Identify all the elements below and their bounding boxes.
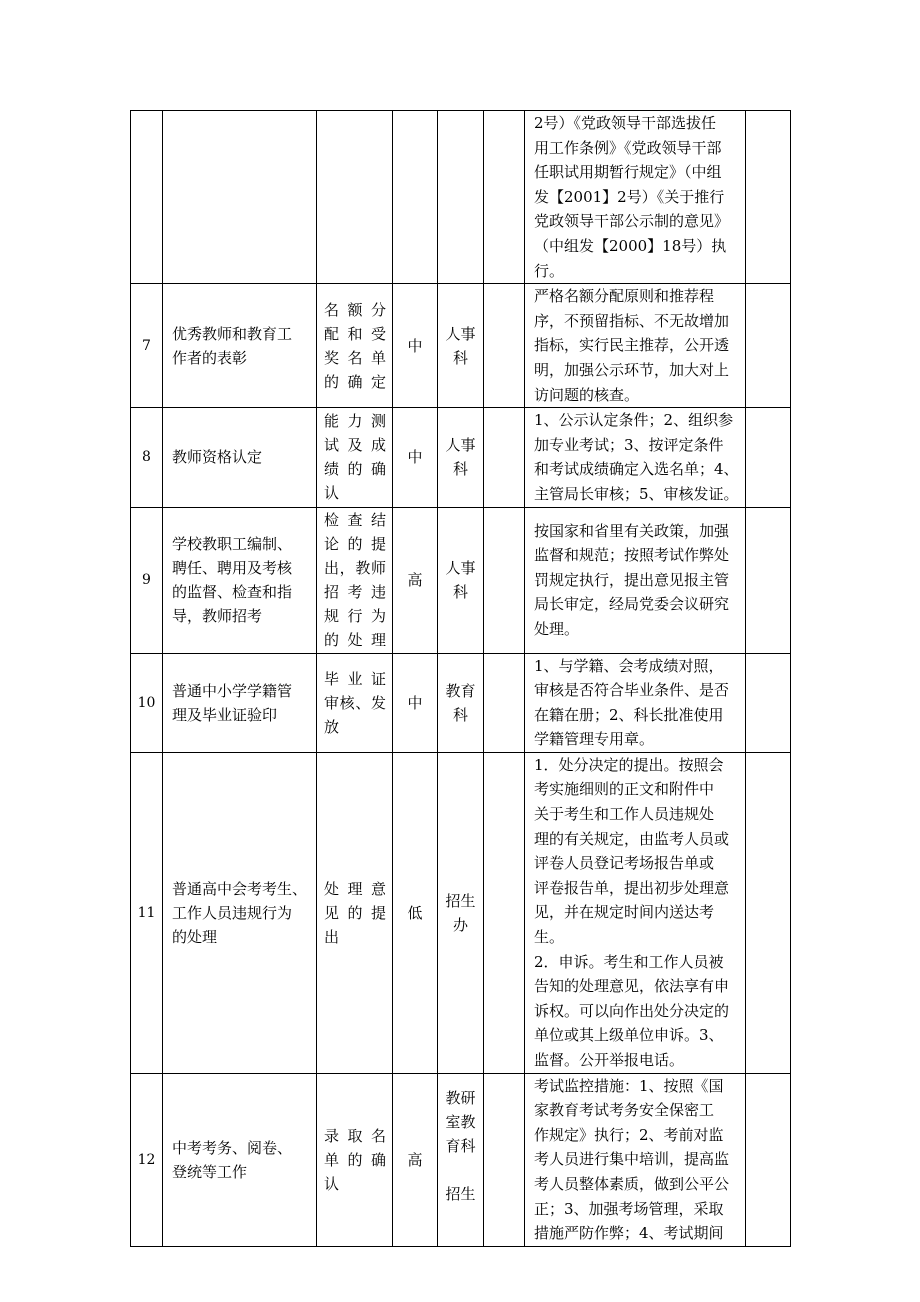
blank-cell <box>484 284 525 408</box>
cell-line: 人事 <box>445 324 476 343</box>
cell-line: 的确定 <box>324 372 386 391</box>
cell-line: 名额分 <box>324 300 386 319</box>
risk-point <box>317 653 393 752</box>
cell-line: 明，加强公示环节，加大对上 <box>534 360 730 379</box>
cell-line: 处理。 <box>534 619 580 638</box>
risk-point <box>317 111 393 284</box>
risk-level: 中 <box>393 284 438 408</box>
row-number: 9 <box>131 507 163 653</box>
responsible-dept <box>438 111 484 284</box>
cell-line: 人事 <box>445 436 476 455</box>
cell-line: 放 <box>324 717 340 736</box>
cell-line: 监督。公开举报电话。 <box>534 1051 685 1069</box>
cell-line: 评卷报告单，提出初步处理意 <box>534 878 730 897</box>
cell-line: 学校教职工编制、 <box>172 535 293 553</box>
cell-line: 中考考务、阅卷、 <box>172 1138 293 1157</box>
prevention-measures <box>525 507 746 653</box>
cell-line: 登统等工作 <box>172 1162 248 1181</box>
item-name <box>163 653 317 752</box>
cell-line: 室教 <box>445 1112 476 1131</box>
risk-level: 高 <box>393 507 438 653</box>
blank-cell <box>746 408 791 507</box>
risk-level: 低 <box>393 752 438 1073</box>
cell-line: 聘任、聘用及考核 <box>172 559 293 577</box>
blank-cell <box>484 1073 525 1246</box>
table-row <box>131 653 791 752</box>
blank-cell <box>484 408 525 507</box>
cell-line: 科 <box>452 460 468 479</box>
cell-line: 科 <box>452 705 468 724</box>
cell-line: 考试监控措施：1、按照《国 <box>534 1076 724 1095</box>
risk-point <box>317 284 393 408</box>
cell-line: 发【2001】2号）《关于推行 <box>534 187 725 206</box>
cell-line: 在籍在册；2、科长批准使用 <box>534 705 724 724</box>
cell-line: 指标，实行民主推荐，公开透 <box>534 336 730 355</box>
cell-line: 作者的表彰 <box>172 348 248 367</box>
cell-line: 普通中小学学籍管 <box>172 681 293 700</box>
table-row <box>131 1073 791 1246</box>
table-row <box>131 284 791 408</box>
cell-line: 论的提 <box>324 535 386 553</box>
cell-line: 见，并在规定时间内送达考生。 <box>534 903 715 947</box>
item-name <box>163 507 317 653</box>
risk-level: 中 <box>393 408 438 507</box>
blank-cell <box>746 1073 791 1246</box>
cell-line: 优秀教师和教育工 <box>172 324 293 343</box>
item-name <box>163 1073 317 1246</box>
risk-point <box>317 408 393 507</box>
blank-cell <box>746 752 791 1073</box>
cell-line: 录取名 <box>324 1126 386 1145</box>
cell-line: 告知的处理意见，依法享有申 <box>534 977 730 996</box>
cell-line: 招考违 <box>324 583 386 601</box>
cell-line: 处理意 <box>324 879 386 898</box>
cell-line: 2号）《党政领导干部选拔任 <box>534 114 717 132</box>
cell-line: 2．申诉。考生和工作人员被 <box>534 952 724 971</box>
cell-line: 认 <box>324 484 340 503</box>
risk-point <box>317 507 393 653</box>
cell-line: 普通高中会考考生、 <box>172 879 308 898</box>
cell-line: 1、公示认定条件；2、组织参 <box>534 411 734 430</box>
cell-line: 监督和规范；按照考试作弊处 <box>534 546 730 565</box>
cell-line <box>442 1158 479 1182</box>
cell-line: 1、与学籍、会考成绩对照， <box>534 656 724 675</box>
cell-line: 人事 <box>445 559 476 577</box>
cell-line: 导，教师招考 <box>172 607 263 625</box>
risk-level: 中 <box>393 653 438 752</box>
blank-cell <box>484 111 525 284</box>
cell-line: 措施严防作弊；4、考试期间 <box>534 1224 724 1243</box>
row-number: 7 <box>131 284 163 408</box>
row-number <box>131 111 163 284</box>
cell-line: 审核是否符合毕业条件、是否 <box>534 681 730 700</box>
cell-line: （中组发【2000】18号）执 <box>534 236 727 255</box>
cell-line: 序，不预留指标、不无故增加 <box>534 311 730 330</box>
cell-line: 党政领导干部公示制的意见》 <box>534 212 730 231</box>
cell-line: 认 <box>324 1174 340 1193</box>
item-name <box>163 111 317 284</box>
blank-cell <box>484 507 525 653</box>
cell-line: 的处理 <box>172 927 218 946</box>
cell-line: 能力测 <box>324 412 386 431</box>
cell-line: 1．处分决定的提出。按照会 <box>534 755 724 774</box>
prevention-measures <box>525 111 746 284</box>
cell-line: 毕业证 <box>324 669 386 688</box>
item-name <box>163 284 317 408</box>
cell-line: 加专业考试；3、按评定条件 <box>534 435 724 454</box>
cell-line: 奖名单 <box>324 348 386 367</box>
cell-line: 考人员进行集中培训，提高监 <box>534 1150 730 1169</box>
cell-line: 理的有关规定，由监考人员或 <box>534 829 730 848</box>
prevention-measures <box>525 408 746 507</box>
cell-line: 审核、发 <box>324 693 386 712</box>
item-name <box>163 752 317 1073</box>
cell-line: 诉权。可以向作出处分决定的 <box>534 1001 730 1020</box>
blank-cell <box>746 507 791 653</box>
blank-cell <box>746 653 791 752</box>
prevention-measures <box>525 752 746 1073</box>
cell-line: 教研 <box>445 1088 476 1107</box>
cell-line: 教师资格认定 <box>172 448 263 467</box>
cell-line: 检查结 <box>324 511 386 529</box>
risk-level: 高 <box>393 1073 438 1246</box>
responsible-dept <box>438 752 484 1073</box>
responsible-dept <box>438 284 484 408</box>
cell-line: 教育 <box>445 681 476 700</box>
cell-line: 单的确 <box>324 1150 386 1169</box>
cell-line: 主管局长审核；5、审核发证。 <box>534 484 739 503</box>
cell-line: 试及成 <box>324 436 386 455</box>
responsible-dept <box>438 507 484 653</box>
prevention-measures <box>525 1073 746 1246</box>
row-number: 11 <box>131 752 163 1073</box>
cell-line: 用工作条例》《党政领导干部 <box>534 138 722 157</box>
cell-line: 的处理 <box>324 631 386 649</box>
risk-level <box>393 111 438 284</box>
cell-line: 见的提 <box>324 903 386 922</box>
cell-line: 规行为 <box>324 607 386 625</box>
cell-line: 访问题的核查。 <box>534 385 640 404</box>
cell-line: 罚规定执行，提出意见报主管 <box>534 570 730 589</box>
cell-line: 行。 <box>534 261 565 280</box>
cell-line: 考实施细则的正文和附件中 <box>534 780 715 799</box>
cell-line: 的监督、检查和指 <box>172 583 293 601</box>
cell-line: 单位或其上级单位申诉。3、 <box>534 1026 724 1045</box>
cell-line: 家教育考试考务安全保密工 <box>534 1101 715 1120</box>
cell-line: 和考试成绩确定入选名单；4、 <box>534 460 739 479</box>
cell-line: 出，教师 <box>324 559 386 577</box>
cell-line: 考人员整体素质，做到公平公 <box>534 1174 730 1193</box>
risk-point <box>317 752 393 1073</box>
cell-line: 按国家和省里有关政策，加强 <box>534 521 730 540</box>
cell-line: 学籍管理专用章。 <box>534 730 655 749</box>
cell-line: 作规定》执行；2、考前对监 <box>534 1125 724 1144</box>
table-row <box>131 408 791 507</box>
blank-cell <box>484 653 525 752</box>
item-name <box>163 408 317 507</box>
cell-line: 办 <box>452 915 468 934</box>
cell-line: 招生 <box>445 891 476 910</box>
responsible-dept <box>438 1073 484 1246</box>
cell-line: 关于考生和工作人员违规处 <box>534 805 715 824</box>
blank-cell <box>484 752 525 1073</box>
cell-line: 招生 <box>445 1184 476 1203</box>
prevention-measures <box>525 653 746 752</box>
cell-line: 理及毕业证验印 <box>172 705 278 724</box>
cell-line: 配和受 <box>324 324 386 343</box>
table-row <box>131 111 791 284</box>
responsible-dept <box>438 408 484 507</box>
row-number: 10 <box>131 653 163 752</box>
cell-line: 评卷人员登记考场报告单或 <box>534 854 715 873</box>
responsible-dept <box>438 653 484 752</box>
blank-cell <box>746 284 791 408</box>
cell-line: 正；3、加强考场管理，采取 <box>534 1199 724 1218</box>
row-number: 12 <box>131 1073 163 1246</box>
measures-table <box>130 110 791 1247</box>
blank-cell <box>746 111 791 284</box>
risk-point <box>317 1073 393 1246</box>
cell-line: 严格名额分配原则和推荐程 <box>534 287 715 306</box>
cell-line: 出 <box>324 927 340 946</box>
cell-line: 育科 <box>445 1136 476 1155</box>
table-row <box>131 507 791 653</box>
cell-line: 科 <box>452 348 468 367</box>
row-number: 8 <box>131 408 163 507</box>
cell-line: 绩的确 <box>324 460 386 479</box>
cell-line: 工作人员违规行为 <box>172 903 293 922</box>
cell-line: 任职试用期暂行规定》（中组 <box>534 163 722 182</box>
cell-line: 局长审定，经局党委会议研究 <box>534 595 730 614</box>
cell-line: 科 <box>452 583 468 601</box>
prevention-measures <box>525 284 746 408</box>
table-row <box>131 752 791 1073</box>
